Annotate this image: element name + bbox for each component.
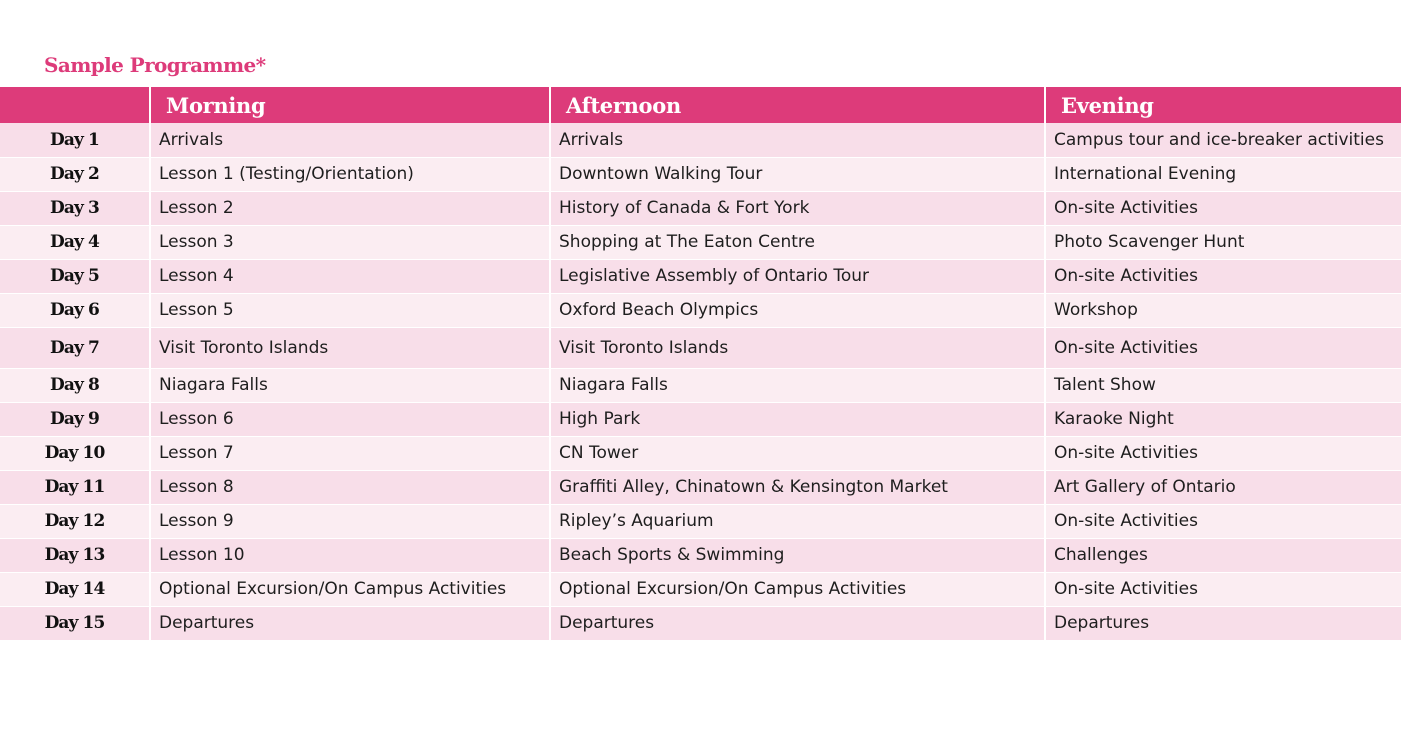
evening-cell: International Evening — [1045, 157, 1401, 191]
table-row — [0, 436, 1401, 470]
morning-cell: Lesson 8 — [150, 470, 550, 504]
afternoon-cell: Downtown Walking Tour — [550, 157, 1045, 191]
afternoon-cell: Departures — [550, 606, 1045, 640]
table-row — [0, 470, 1401, 504]
day-cell: Day 7 — [0, 327, 150, 368]
day-cell: Day 14 — [0, 572, 150, 606]
page-title: Sample Programme* — [44, 53, 266, 77]
afternoon-cell: Legislative Assembly of Ontario Tour — [550, 259, 1045, 293]
header-morning: Morning — [150, 87, 550, 123]
table-row — [0, 538, 1401, 572]
morning-cell: Departures — [150, 606, 550, 640]
table-row — [0, 368, 1401, 402]
day-cell: Day 15 — [0, 606, 150, 640]
table-row — [0, 259, 1401, 293]
afternoon-cell: Oxford Beach Olympics — [550, 293, 1045, 327]
table-row — [0, 504, 1401, 538]
morning-cell: Lesson 4 — [150, 259, 550, 293]
morning-cell: Arrivals — [150, 123, 550, 157]
day-cell: Day 2 — [0, 157, 150, 191]
afternoon-cell: Niagara Falls — [550, 368, 1045, 402]
afternoon-cell: History of Canada & Fort York — [550, 191, 1045, 225]
morning-cell: Lesson 1 (Testing/Orientation) — [150, 157, 550, 191]
evening-cell: On-site Activities — [1045, 572, 1401, 606]
evening-cell: Talent Show — [1045, 368, 1401, 402]
morning-cell: Optional Excursion/On Campus Activities — [150, 572, 550, 606]
table-row — [0, 327, 1401, 368]
table-row — [0, 572, 1401, 606]
evening-cell: On-site Activities — [1045, 259, 1401, 293]
day-cell: Day 13 — [0, 538, 150, 572]
morning-cell: Lesson 5 — [150, 293, 550, 327]
morning-cell: Niagara Falls — [150, 368, 550, 402]
day-cell: Day 3 — [0, 191, 150, 225]
morning-cell: Lesson 6 — [150, 402, 550, 436]
morning-cell: Lesson 9 — [150, 504, 550, 538]
header-afternoon: Afternoon — [550, 87, 1045, 123]
header-day — [0, 87, 150, 123]
evening-cell: On-site Activities — [1045, 327, 1401, 368]
table-row — [0, 191, 1401, 225]
day-cell: Day 1 — [0, 123, 150, 157]
day-cell: Day 10 — [0, 436, 150, 470]
programme-table — [0, 87, 1401, 641]
afternoon-cell: Optional Excursion/On Campus Activities — [550, 572, 1045, 606]
evening-cell: Workshop — [1045, 293, 1401, 327]
evening-cell: On-site Activities — [1045, 504, 1401, 538]
table-row — [0, 293, 1401, 327]
afternoon-cell: Beach Sports & Swimming — [550, 538, 1045, 572]
evening-cell: Departures — [1045, 606, 1401, 640]
day-cell: Day 8 — [0, 368, 150, 402]
evening-cell: Art Gallery of Ontario — [1045, 470, 1401, 504]
evening-cell: Challenges — [1045, 538, 1401, 572]
day-cell: Day 11 — [0, 470, 150, 504]
table-row — [0, 402, 1401, 436]
table-row — [0, 606, 1401, 640]
evening-cell: On-site Activities — [1045, 436, 1401, 470]
morning-cell: Lesson 10 — [150, 538, 550, 572]
table-row — [0, 123, 1401, 157]
day-cell: Day 12 — [0, 504, 150, 538]
day-cell: Day 5 — [0, 259, 150, 293]
evening-cell: Karaoke Night — [1045, 402, 1401, 436]
table-row — [0, 225, 1401, 259]
evening-cell: Photo Scavenger Hunt — [1045, 225, 1401, 259]
evening-cell: Campus tour and ice-breaker activities — [1045, 123, 1401, 157]
afternoon-cell: Visit Toronto Islands — [550, 327, 1045, 368]
day-cell: Day 9 — [0, 402, 150, 436]
afternoon-cell: CN Tower — [550, 436, 1045, 470]
morning-cell: Visit Toronto Islands — [150, 327, 550, 368]
afternoon-cell: Shopping at The Eaton Centre — [550, 225, 1045, 259]
morning-cell: Lesson 7 — [150, 436, 550, 470]
afternoon-cell: High Park — [550, 402, 1045, 436]
morning-cell: Lesson 3 — [150, 225, 550, 259]
day-cell: Day 4 — [0, 225, 150, 259]
header-evening: Evening — [1045, 87, 1401, 123]
afternoon-cell: Ripley’s Aquarium — [550, 504, 1045, 538]
table-row — [0, 157, 1401, 191]
afternoon-cell: Graffiti Alley, Chinatown & Kensington Market — [550, 470, 1045, 504]
afternoon-cell: Arrivals — [550, 123, 1045, 157]
morning-cell: Lesson 2 — [150, 191, 550, 225]
day-cell: Day 6 — [0, 293, 150, 327]
evening-cell: On-site Activities — [1045, 191, 1401, 225]
table-header-row — [0, 87, 1401, 123]
